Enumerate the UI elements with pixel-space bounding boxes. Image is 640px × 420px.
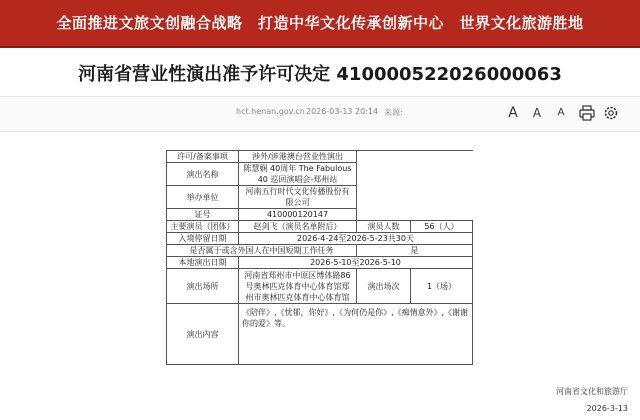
label-organizer: 举办单位: [167, 186, 239, 209]
table-row: [167, 269, 473, 304]
value-performers: 赵剑飞（演员名单附后）: [239, 221, 357, 233]
value-count: 56（人）: [411, 221, 473, 233]
label-license: 许可/备案事项: [167, 151, 239, 163]
settings-icon[interactable]: [602, 104, 620, 122]
table-row: [167, 304, 473, 365]
table-row: [167, 245, 473, 257]
issue-date: 2026-3-13: [586, 404, 628, 413]
source-site: hct.henan.gov.cn: [236, 107, 305, 116]
value-license: 涉外/涉港澳台营业性演出: [239, 151, 357, 163]
value-foreign: 是: [357, 245, 473, 257]
label-show-name: 演出名称: [167, 163, 239, 186]
publish-date: 2026-03-13 20:14: [306, 107, 379, 116]
table-row: [167, 151, 473, 163]
value-organizer: 河南五行时代文化传播股份有限公司: [239, 186, 357, 209]
value-venue: 河南省郑州市中原区博体路86号奥林匹克体育中心体育馆郑州市奥林匹克体育中心体育馆: [239, 269, 357, 304]
permit-table: [166, 150, 473, 365]
large-font-icon[interactable]: A: [508, 105, 518, 121]
label-cert: 证号: [167, 209, 239, 221]
label-local-date: 本地演出日期: [167, 257, 239, 269]
print-icon-graphic: [578, 104, 596, 122]
small-font-icon[interactable]: A: [557, 107, 565, 118]
table-row: [167, 233, 473, 245]
settings-icon-graphic: [602, 104, 620, 122]
table-row: [167, 221, 473, 233]
value-cert: 410000120147: [239, 209, 357, 221]
value-show-name: 陈慧娴 40周年 The Fabulous 40 巡回演唱会-郑州站: [239, 163, 357, 186]
issuing-department: 河南省文化和旅游厅: [556, 387, 628, 396]
label-entry: 入境停留日期: [167, 233, 239, 245]
label-sessions: 演出场次: [357, 269, 411, 304]
label-count: 演员人数: [357, 221, 411, 233]
value-entry: 2026-4-24至2026-5-23共30天: [239, 233, 473, 245]
value-content: 《陪伴》,《忧郁，你好》,《为何仍是你》,《痴情意外》,《谢谢你的爱》等。: [239, 304, 473, 365]
article-meta-bar: [0, 96, 640, 132]
banner-slogan: 全面推进文旅文创融合战略 打造中华文化传承创新中心 世界文化旅游胜地: [56, 14, 584, 32]
blank-cell: [357, 151, 473, 221]
medium-font-icon[interactable]: A: [532, 106, 542, 120]
source-label: 来源:: [384, 108, 403, 117]
label-venue: 演出场所: [167, 269, 239, 304]
label-foreign: 是否属于或含外国人在中国短期工作任务: [167, 245, 357, 257]
page-title: 河南省营业性演出准予许可决定 410000522026000063: [78, 64, 562, 85]
value-local-date: 2026-5-10至2026-5-10: [239, 257, 473, 269]
label-performers: 主要演员（团体）: [167, 221, 239, 233]
table-row: [167, 257, 473, 269]
top-banner: [0, 0, 640, 48]
value-sessions: 1（场）: [411, 269, 473, 304]
label-content: 演出内容: [167, 304, 239, 365]
print-icon[interactable]: [578, 104, 596, 122]
